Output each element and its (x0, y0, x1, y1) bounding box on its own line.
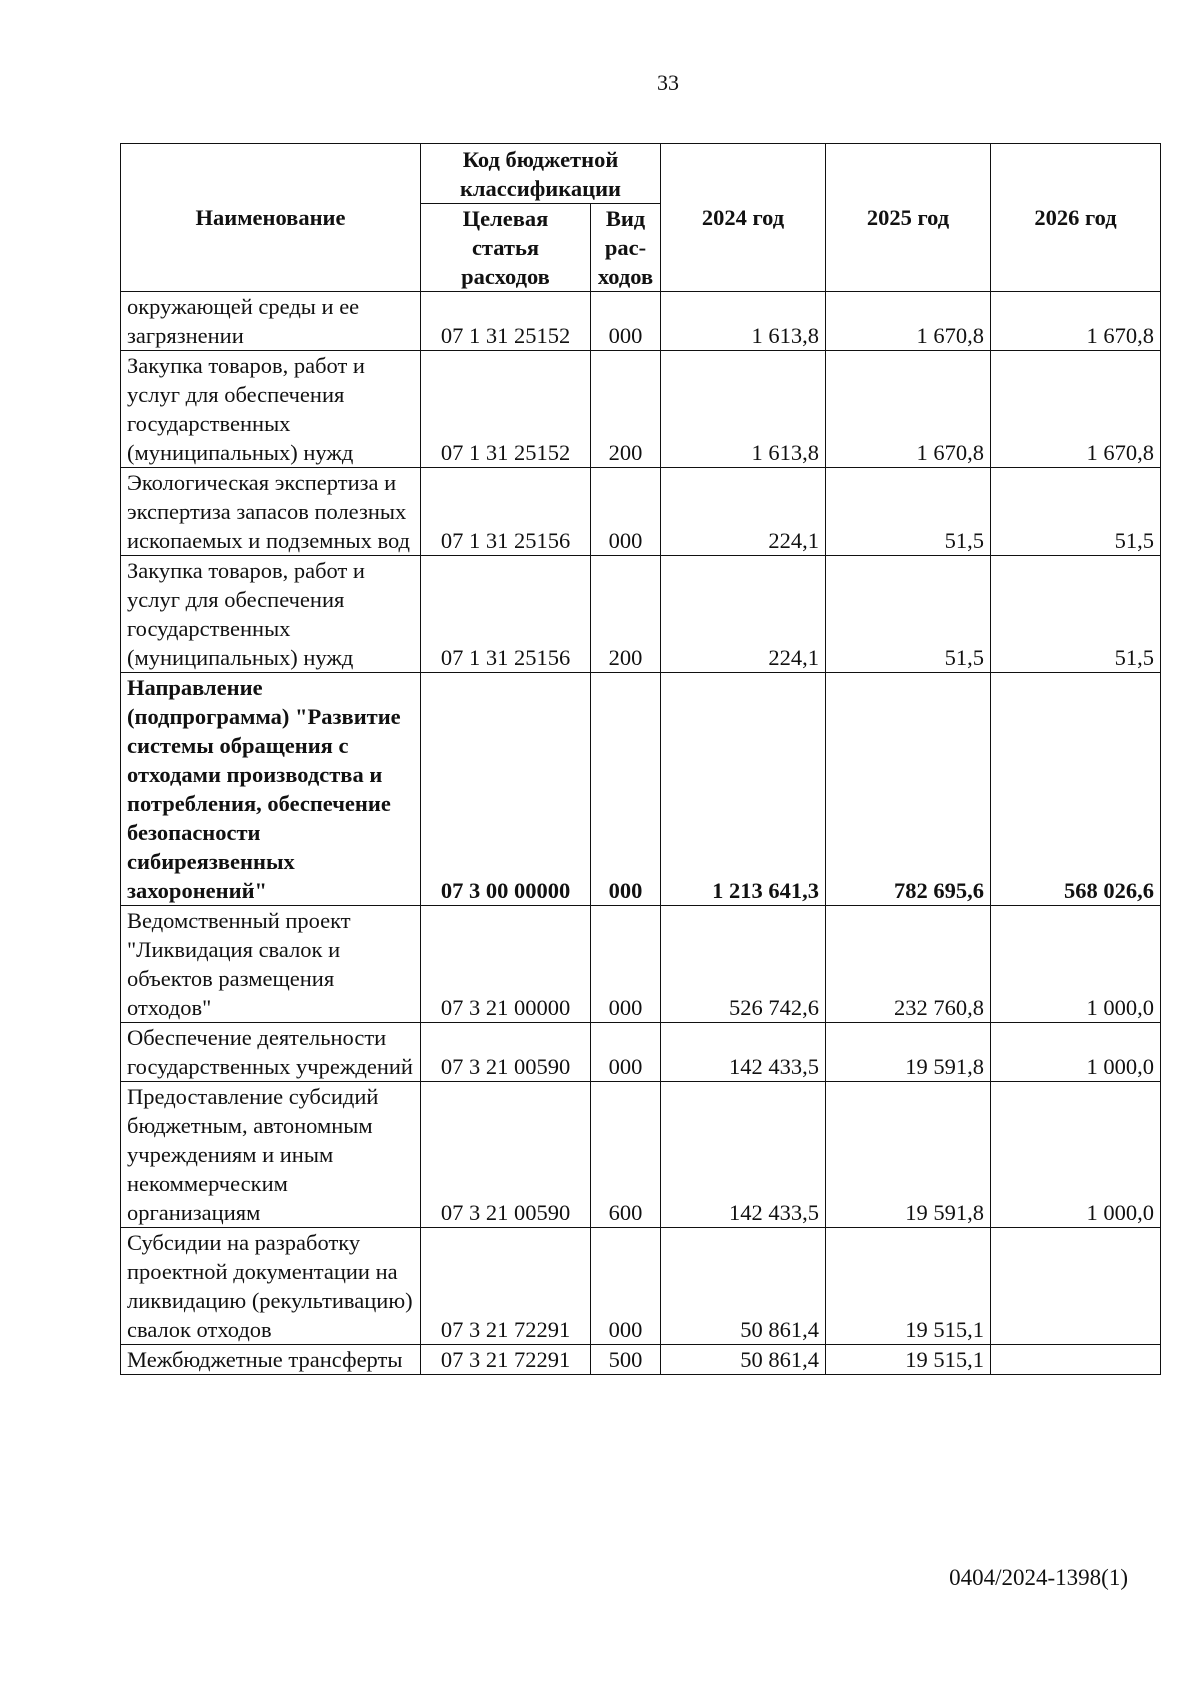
row-value-2024: 1 613,8 (661, 292, 826, 351)
header-expense-type: Вид рас-ходов (591, 204, 661, 292)
row-expense-type: 000 (591, 292, 661, 351)
row-value-2024: 50 861,4 (661, 1228, 826, 1345)
header-year-2026: 2026 год (991, 144, 1161, 292)
row-expense-type: 000 (591, 1228, 661, 1345)
row-name: Предоставление субсидий бюджетным, автономным учреждениям и иным некоммерческим организациям (121, 1082, 421, 1228)
row-target-article: 07 3 21 72291 (421, 1345, 591, 1375)
document-id: 0404/2024-1398(1) (949, 1565, 1128, 1590)
row-name: Межбюджетные трансферты (121, 1345, 421, 1375)
row-value-2024: 142 433,5 (661, 1082, 826, 1228)
row-target-article: 07 3 21 00590 (421, 1023, 591, 1082)
row-expense-type: 000 (591, 673, 661, 906)
row-value-2024: 142 433,5 (661, 1023, 826, 1082)
row-value-2025: 1 670,8 (826, 351, 991, 468)
row-value-2024: 50 861,4 (661, 1345, 826, 1375)
row-value-2026: 1 670,8 (991, 351, 1161, 468)
row-value-2025: 51,5 (826, 556, 991, 673)
row-target-article: 07 3 21 00590 (421, 1082, 591, 1228)
table-row (121, 1228, 1161, 1345)
row-name: Обеспечение деятельности государственных учреждений (121, 1023, 421, 1082)
table-row (121, 673, 1161, 906)
header-year-2025: 2025 год (826, 144, 991, 292)
row-expense-type: 000 (591, 906, 661, 1023)
table-row (121, 1345, 1161, 1375)
row-expense-type: 200 (591, 351, 661, 468)
row-target-article: 07 3 21 00000 (421, 906, 591, 1023)
row-value-2024: 526 742,6 (661, 906, 826, 1023)
row-value-2026: 1 670,8 (991, 292, 1161, 351)
header-name: Наименование (121, 144, 421, 292)
table-row (121, 1023, 1161, 1082)
table-row (121, 292, 1161, 351)
row-value-2026: 1 000,0 (991, 1082, 1161, 1228)
row-target-article: 07 3 00 00000 (421, 673, 591, 906)
row-value-2026: 51,5 (991, 468, 1161, 556)
row-expense-type: 500 (591, 1345, 661, 1375)
row-name: Субсидии на разработку проектной документации на ликвидацию (рекультивацию) свалок отходов (121, 1228, 421, 1345)
row-name: Направление (подпрограмма) "Развитие системы обращения с отходами производства и потребления, обеспечение безопасности сибиреязвенных захоронений" (121, 673, 421, 906)
row-value-2024: 224,1 (661, 556, 826, 673)
row-name: Закупка товаров, работ и услуг для обеспечения государственных (муниципальных) нужд (121, 556, 421, 673)
row-value-2026: 568 026,6 (991, 673, 1161, 906)
header-year-2024: 2024 год (661, 144, 826, 292)
row-value-2026: 1 000,0 (991, 906, 1161, 1023)
row-value-2025: 19 591,8 (826, 1082, 991, 1228)
row-value-2025: 232 760,8 (826, 906, 991, 1023)
row-name: Ведомственный проект "Ликвидация свалок и объектов размещения отходов" (121, 906, 421, 1023)
table-row (121, 468, 1161, 556)
table-row (121, 556, 1161, 673)
table-row (121, 906, 1161, 1023)
row-value-2025: 19 515,1 (826, 1345, 991, 1375)
table-header (121, 144, 1161, 292)
row-value-2026 (991, 1345, 1161, 1375)
row-target-article: 07 3 21 72291 (421, 1228, 591, 1345)
row-value-2026 (991, 1228, 1161, 1345)
row-value-2026: 1 000,0 (991, 1023, 1161, 1082)
row-value-2025: 51,5 (826, 468, 991, 556)
row-value-2024: 1 613,8 (661, 351, 826, 468)
row-target-article: 07 1 31 25156 (421, 468, 591, 556)
row-name: Закупка товаров, работ и услуг для обеспечения государственных (муниципальных) нужд (121, 351, 421, 468)
row-value-2025: 19 515,1 (826, 1228, 991, 1345)
table-row (121, 1082, 1161, 1228)
row-value-2025: 782 695,6 (826, 673, 991, 906)
row-expense-type: 000 (591, 468, 661, 556)
row-name: окружающей среды и ее загрязнении (121, 292, 421, 351)
row-name: Экологическая экспертиза и экспертиза запасов полезных ископаемых и подземных вод (121, 468, 421, 556)
row-target-article: 07 1 31 25152 (421, 351, 591, 468)
row-value-2025: 1 670,8 (826, 292, 991, 351)
table-body (121, 292, 1161, 1375)
page-number: 33 (657, 70, 679, 95)
header-budget-code: Код бюджетной классификации (421, 144, 661, 204)
row-expense-type: 600 (591, 1082, 661, 1228)
row-value-2024: 1 213 641,3 (661, 673, 826, 906)
budget-table (120, 143, 1161, 1375)
row-target-article: 07 1 31 25152 (421, 292, 591, 351)
row-target-article: 07 1 31 25156 (421, 556, 591, 673)
row-value-2024: 224,1 (661, 468, 826, 556)
row-expense-type: 000 (591, 1023, 661, 1082)
table-row (121, 351, 1161, 468)
row-value-2026: 51,5 (991, 556, 1161, 673)
row-expense-type: 200 (591, 556, 661, 673)
header-target-article: Целевая статья расходов (421, 204, 591, 292)
row-value-2025: 19 591,8 (826, 1023, 991, 1082)
